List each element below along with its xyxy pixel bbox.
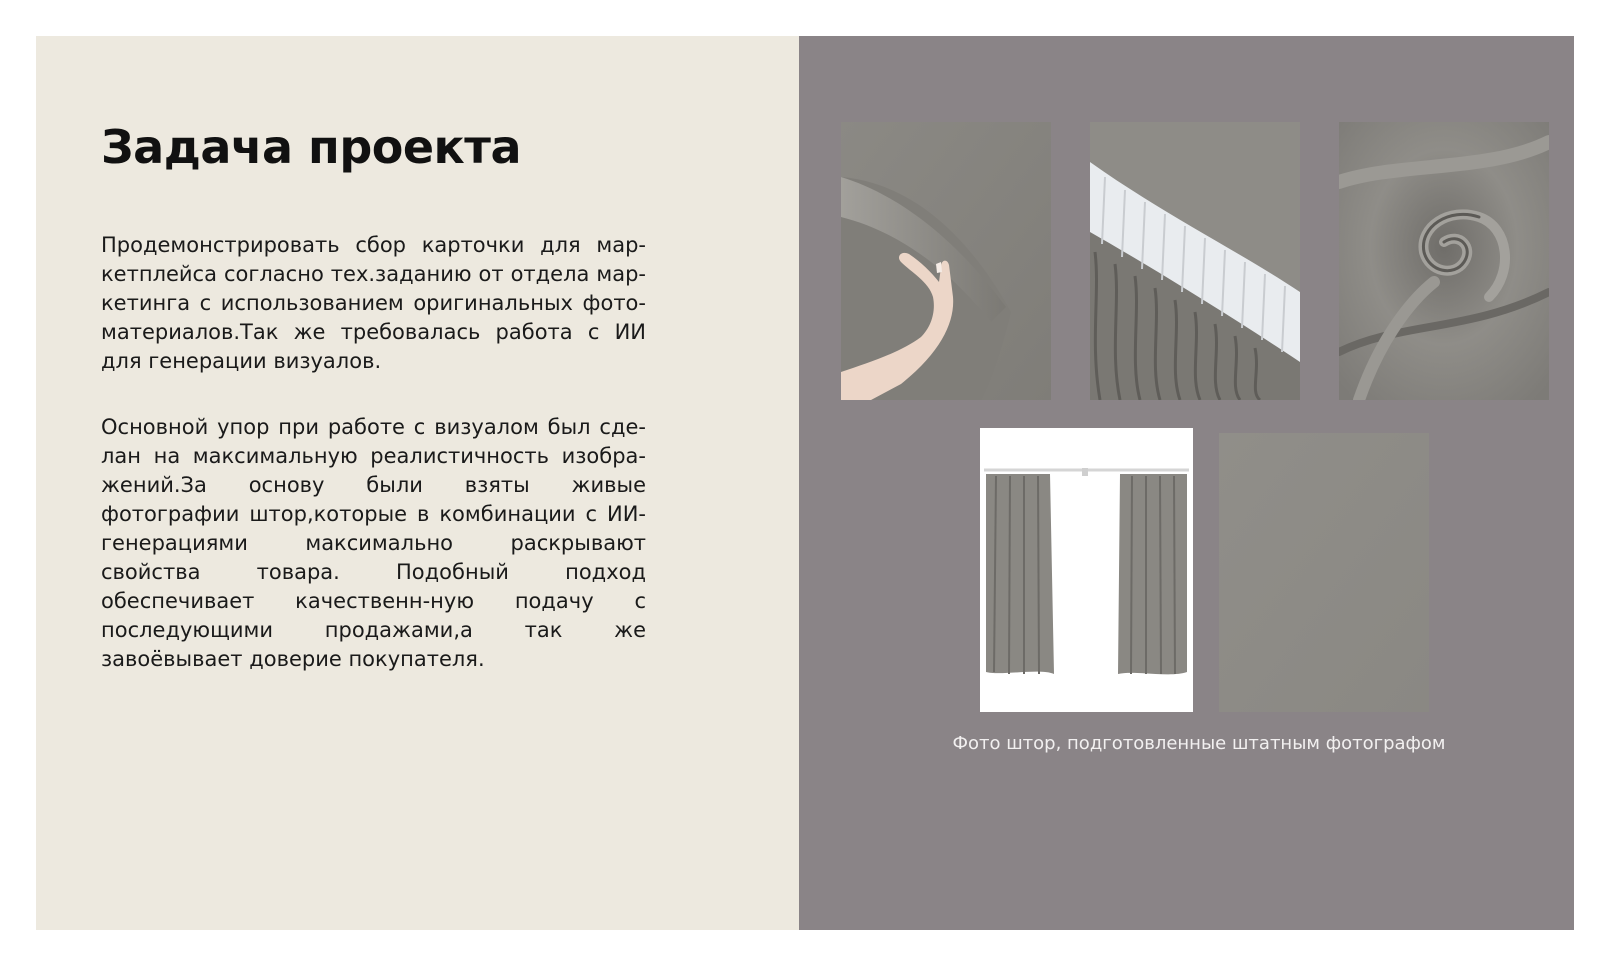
- paragraph-approach: Основной упор при работе с визуалом был сде-лан на максимальную реалистичность изобра-жений.За основу были взяты живые фотографии штор,которые в комбинации с ИИ-генерациями максимально раскрывают свойства товара. Подобный подход обеспечивает качественн-ную подачу с последующими продажами,а так же завоёвывает доверие покупателя.: [101, 415, 646, 671]
- paragraph-task: Продемонстрировать сбор карточки для мар-кетплейса согласно тех.заданию от отдела мар-кетинга с использованием оригинальных фото-материалов.Так же требовалась работа с ИИ для генерации визуалов.: [101, 233, 646, 373]
- page-title: Задача проекта: [101, 120, 521, 174]
- slide: [36, 36, 1574, 930]
- gallery-panel: [799, 36, 1574, 930]
- text-panel: [36, 36, 799, 930]
- curtains-on-rod-photo: [980, 428, 1193, 712]
- fabric-fold-hand-photo: [841, 122, 1051, 400]
- fabric-swirl-photo: [1339, 122, 1549, 400]
- gallery-caption: Фото штор, подготовленные штатным фотографом: [952, 733, 1446, 754]
- fabric-texture-photo: [1219, 433, 1429, 712]
- curtain-tape-pleats-photo: [1090, 122, 1300, 400]
